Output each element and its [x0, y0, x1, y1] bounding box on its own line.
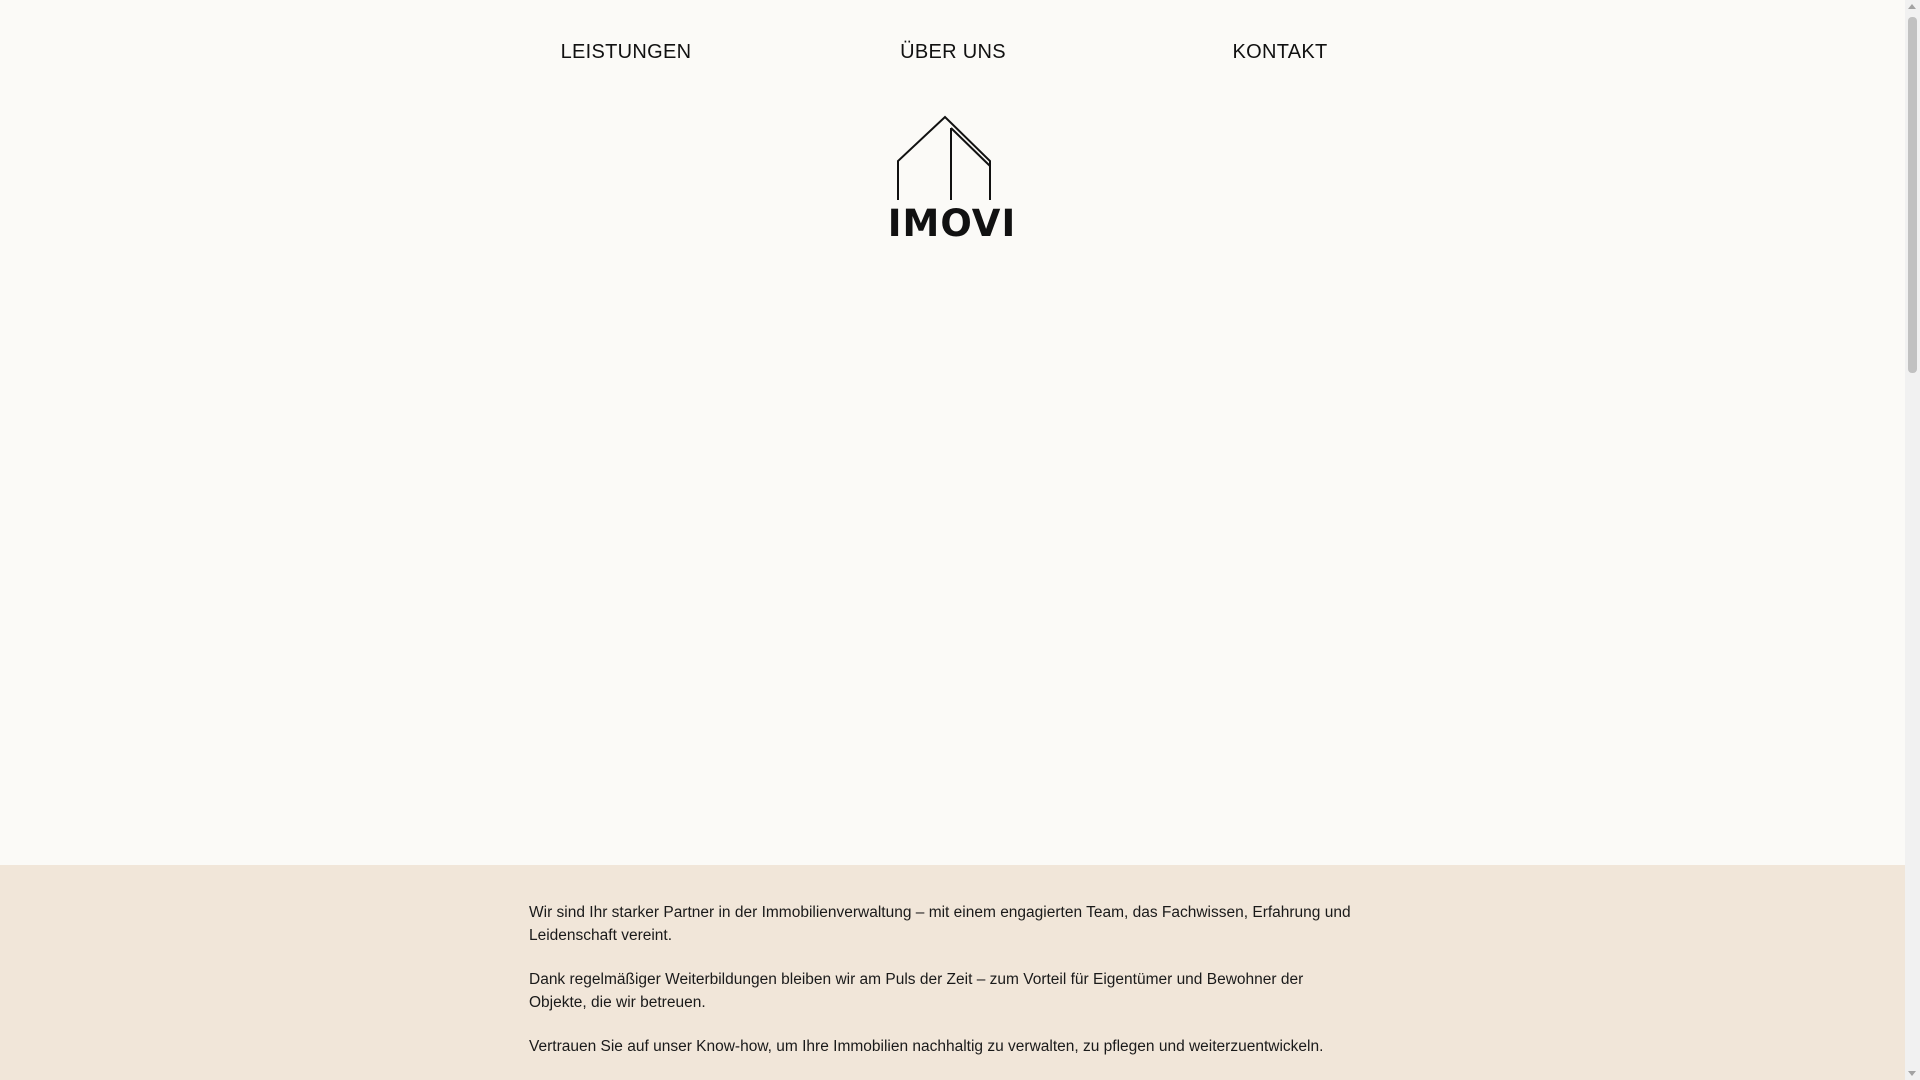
- scroll-down-arrow-icon[interactable]: [1908, 1071, 1916, 1076]
- scrollbar-thumb[interactable]: [1908, 17, 1917, 373]
- about-section: [0, 865, 1905, 1080]
- about-paragraph-3: Vertrauen Sie auf unser Know-how, um Ihre Immobilien nachhaltig zu verwalten, zu pflegen und weiterzuentwickeln.: [529, 1038, 1324, 1055]
- about-paragraph-1: Wir sind Ihr starker Partner in der Immobilienverwaltung – mit einem engagierten Team, das Fachwissen, Erfahrung und Leidenschaft vereint.: [529, 904, 1351, 944]
- about-text: [529, 901, 1359, 1079]
- nav-link-ueber-uns[interactable]: ÜBER UNS: [900, 41, 1006, 63]
- imovi-logo[interactable]: [886, 114, 1018, 254]
- vertical-scrollbar[interactable]: [1905, 0, 1920, 1080]
- about-paragraph-2: Dank regelmäßiger Weiterbildungen bleiben wir am Puls der Zeit – zum Vorteil für Eigentümer und Bewohner der Objekte, die wir betreuen.: [529, 971, 1304, 1011]
- scroll-up-arrow-icon[interactable]: [1908, 4, 1916, 9]
- main-navigation: [0, 41, 1905, 71]
- logo-wordmark: IMOVI: [887, 202, 1017, 245]
- house-roof-icon: [886, 114, 1018, 204]
- nav-link-kontakt[interactable]: KONTAKT: [1232, 41, 1328, 63]
- nav-link-leistungen[interactable]: LEISTUNGEN: [560, 41, 692, 63]
